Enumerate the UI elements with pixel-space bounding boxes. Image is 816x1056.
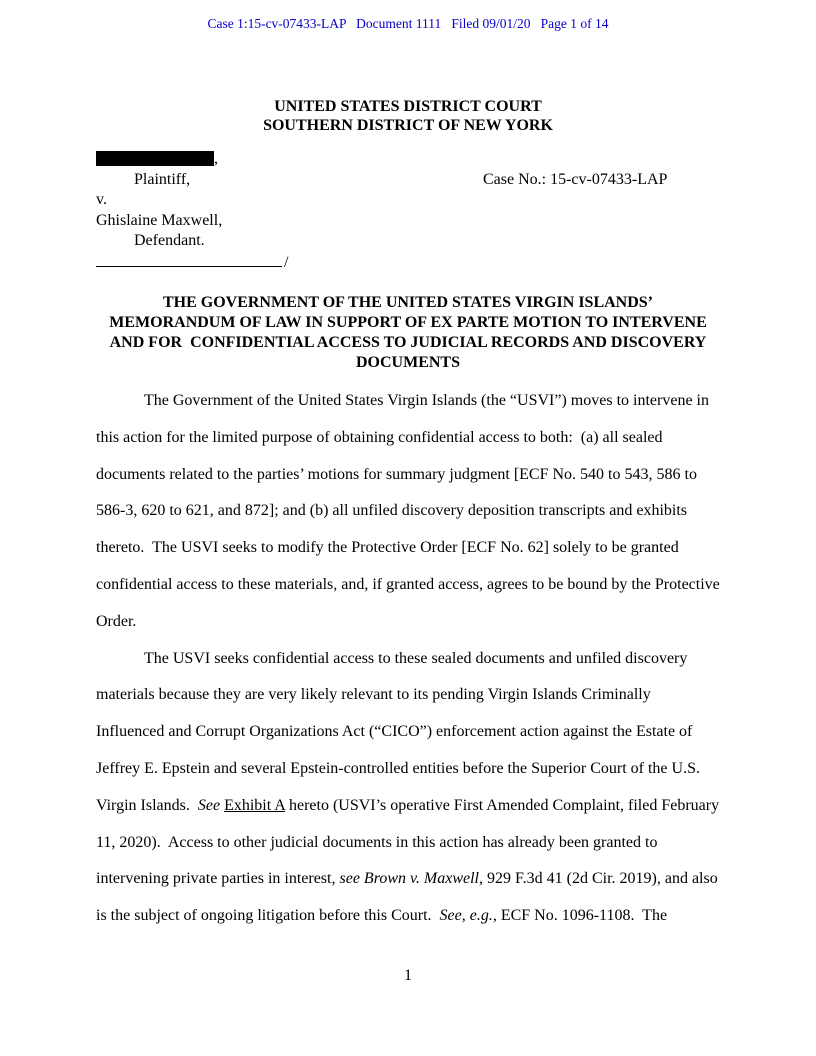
court-district: SOUTHERN DISTRICT OF NEW YORK [263, 117, 553, 134]
defendant-name-row [96, 211, 720, 232]
redaction-bar [96, 151, 214, 166]
plaintiff-label: Plaintiff, [134, 170, 191, 188]
body-paragraph [96, 383, 724, 641]
text-run: The Government of the United States Virgin Islands (the “USVI”) moves to intervene in this action for the limited purpose of obtaining confidential access to both: (a) all sealed documents related to the parties’ motions for summary judgment [ECF No. 540 to 543, 586 to 586-3, 620 to 621, and 872]; and (b) all unfiled discovery deposition transcripts and exhibits thereto. The USVI seeks to modify the Protective Order [ECF No. 62] solely to be granted confidential access to these materials, and, if granted access, agrees to be bound by the Protective Order. [96, 392, 724, 630]
text-run: See [439, 907, 462, 925]
text-run: , 929 F.3d 41 (2d Cir. 2019), and also is the subject of ongoing litigation before this Court. [96, 870, 722, 925]
plaintiff-name-row [96, 149, 720, 170]
text-run: , [461, 907, 470, 925]
document-title-line-2: MEMORANDUM OF LAW IN SUPPORT OF EX PARTE MOTION TO INTERVENE [109, 314, 707, 331]
defendant-name: Ghislaine Maxwell, [96, 211, 223, 229]
document-title-line-3: AND FOR CONFIDENTIAL ACCESS TO JUDICIAL RECORDS AND DISCOVERY [109, 334, 707, 351]
redaction-comma: , [214, 150, 218, 167]
document-title [0, 293, 816, 373]
text-run: The USVI seeks confidential access to these sealed documents and unfiled discovery materials because they are very likely relevant to its pending Virgin Islands Criminally Influenced and Corrupt Organizations Act (“CICO”) enforcement action against the Estate of Jeffrey E. Epstein and several Epstein-controlled entities before the Superior Court of the U.S. Virgin Islands. [96, 649, 704, 814]
court-heading [0, 97, 816, 135]
caption-separator-slash: / [284, 253, 289, 271]
defendant-row [96, 231, 720, 252]
text-run: Exhibit A [224, 796, 285, 814]
document-title-line-4: DOCUMENTS [355, 354, 460, 371]
text-run: , ECF No. 1096-1108. The [492, 907, 668, 925]
versus-row [96, 190, 720, 211]
court-name: UNITED STATES DISTRICT COURT [274, 98, 542, 115]
case-caption [96, 149, 720, 272]
document-title-line-1: THE GOVERNMENT OF THE UNITED STATES VIRGIN ISLANDS’ [162, 294, 654, 311]
versus-label: v. [96, 191, 107, 208]
ecf-header-stamp: Case 1:15-cv-07433-LAP Document 1111 Filed 09/01/20 Page 1 of 14 [207, 16, 609, 31]
page-number: 1 [404, 967, 412, 984]
body-paragraph [96, 641, 724, 935]
case-number: Case No.: 15-cv-07433-LAP [483, 170, 668, 188]
text-run: see Brown v. Maxwell [339, 870, 479, 888]
plaintiff-row [96, 170, 720, 191]
caption-separator-row [96, 252, 720, 273]
text-run: hereto (USVI’s operative First Amended Complaint, filed February 11, 2020). Access to other judicial documents in this action has already been granted to intervening private parties in interest, [96, 796, 724, 888]
memo-body [96, 383, 724, 935]
caption-separator-line [96, 252, 282, 267]
text-run: See [197, 796, 221, 814]
defendant-label: Defendant. [134, 232, 205, 249]
text-run: e.g. [469, 907, 493, 925]
